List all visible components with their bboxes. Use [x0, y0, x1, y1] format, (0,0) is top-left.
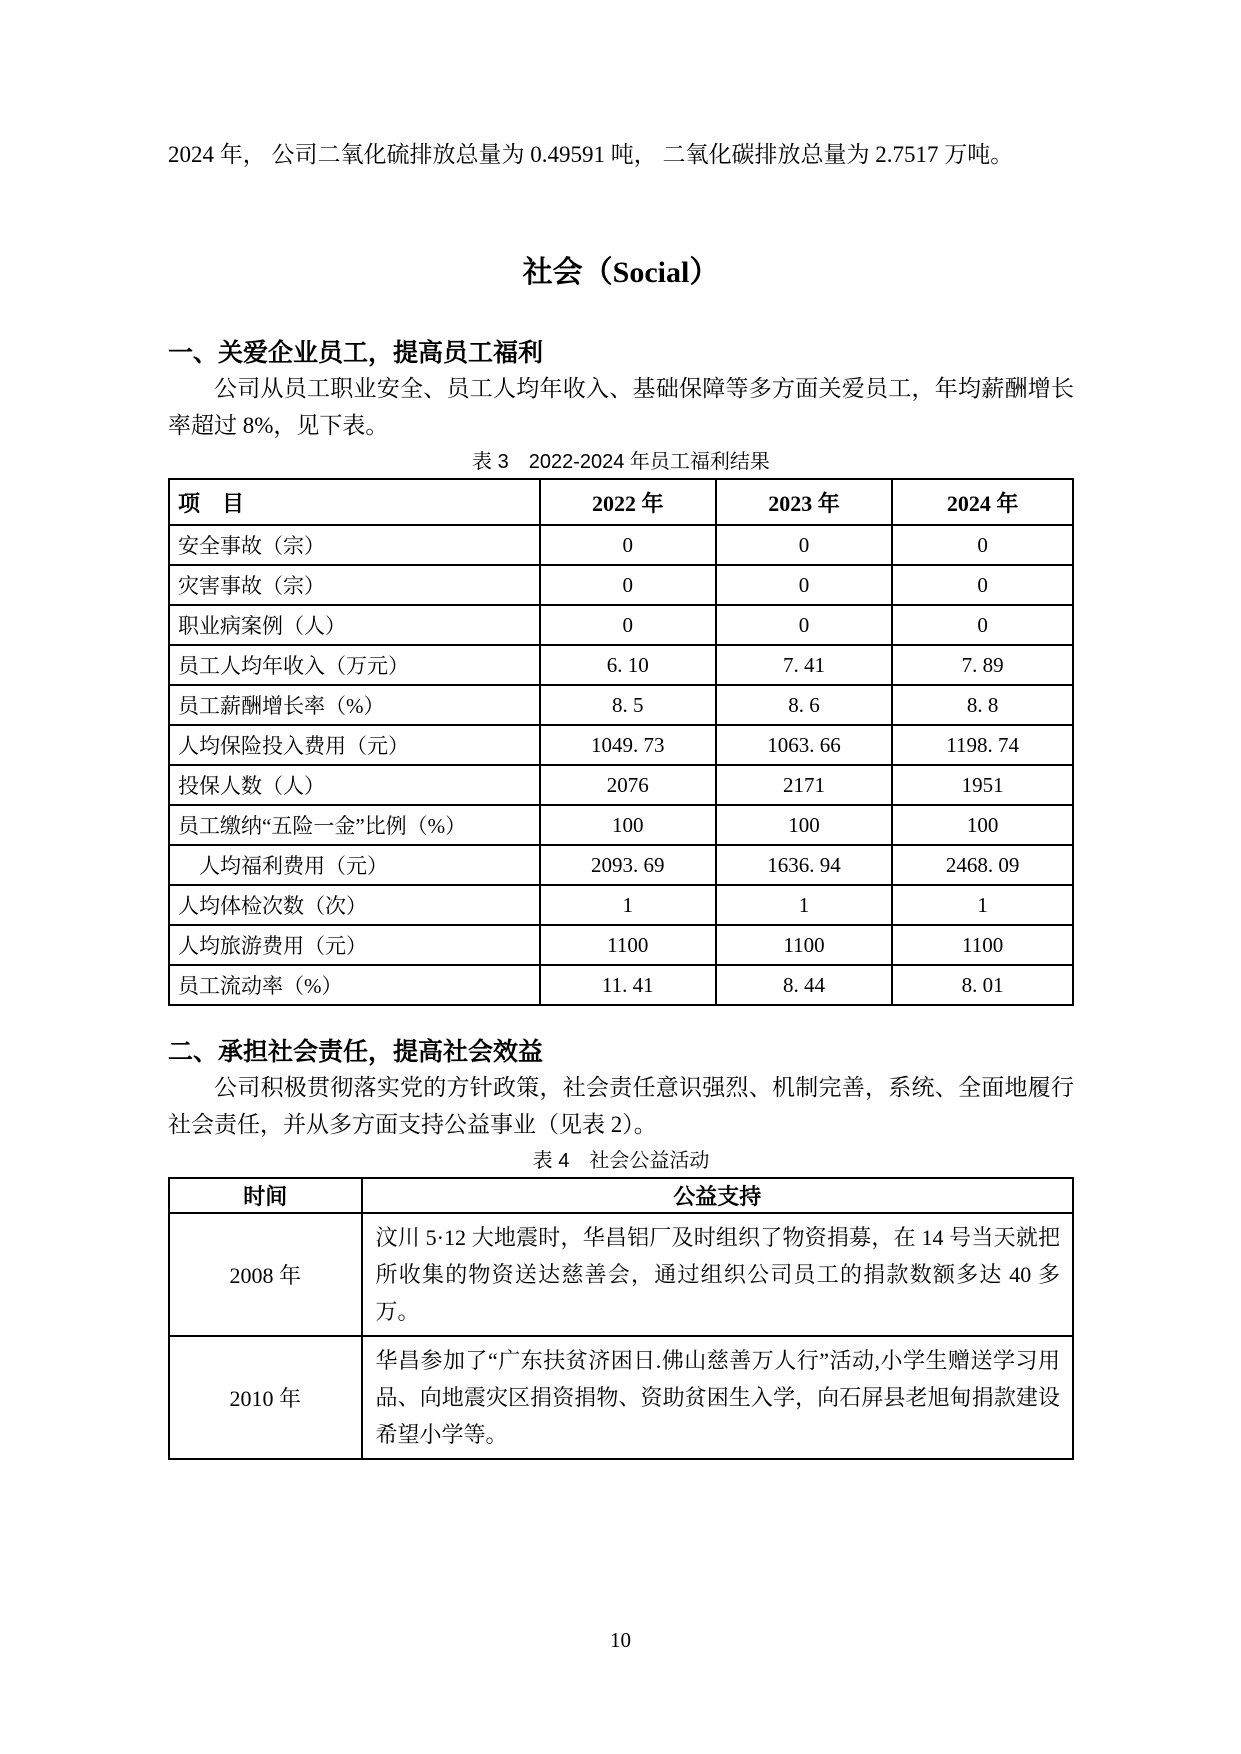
table-row [169, 965, 1073, 1005]
column-header-support: 公益支持 [362, 1178, 1073, 1213]
table-row [169, 1336, 1073, 1459]
table-row [169, 1213, 1073, 1336]
column-header-time: 时间 [169, 1178, 362, 1213]
section-1-heading: 一、关爱企业员工，提高员工福利 [168, 339, 544, 367]
cell-value: 8. 44 [716, 965, 892, 1005]
row-label: 投保人数（人） [169, 765, 540, 805]
cell-value: 0 [540, 525, 716, 565]
table-header-row [169, 479, 1073, 525]
section-2-paragraph: 公司积极贯彻落实党的方针政策，社会责任意识强烈、机制完善，系统、全面地履行社会责任，并从多方面支持公益事业（见表 2）。 [168, 1075, 1074, 1137]
row-label: 员工流动率（%） [169, 965, 540, 1005]
cell-value: 0 [716, 525, 892, 565]
column-header-2022: 2022 年 [540, 479, 716, 525]
cell-value: 1 [540, 885, 716, 925]
table-row [169, 525, 1073, 565]
table-row [169, 645, 1073, 685]
section-2-heading: 二、承担社会责任，提高社会效益 [168, 1038, 544, 1066]
table-row [169, 565, 1073, 605]
row-label: 安全事故（宗） [169, 525, 540, 565]
cell-value: 2076 [540, 765, 716, 805]
table-row [169, 765, 1073, 805]
table-row [169, 845, 1073, 885]
cell-value: 7. 41 [716, 645, 892, 685]
column-header-2024: 2024 年 [892, 479, 1073, 525]
cell-value: 1100 [892, 925, 1073, 965]
cell-value: 1 [892, 885, 1073, 925]
cell-value: 0 [892, 605, 1073, 645]
cell-value: 1198. 74 [892, 725, 1073, 765]
cell-value: 1049. 73 [540, 725, 716, 765]
row-label: 人均保险投入费用（元） [169, 725, 540, 765]
cell-value: 6. 10 [540, 645, 716, 685]
cell-value: 1100 [716, 925, 892, 965]
row-label: 员工人均年收入（万元） [169, 645, 540, 685]
table-row [169, 925, 1073, 965]
table-row [169, 605, 1073, 645]
table-row [169, 805, 1073, 845]
cell-value: 100 [716, 805, 892, 845]
section-1-paragraph: 公司从员工职业安全、员工人均年收入、基础保障等多方面关爱员工，年均薪酬增长率超过 8%，见下表。 [168, 376, 1074, 438]
table-3-caption: 表 3 2022-2024 年员工福利结果 [472, 451, 770, 473]
cell-value: 2171 [716, 765, 892, 805]
cell-value: 2468. 09 [892, 845, 1073, 885]
intro-paragraph: 2024 年， 公司二氧化硫排放总量为 0.49591 吨， 二氧化碳排放总量为 2.7517 万吨。 [168, 142, 1014, 167]
page-title: 社会（Social） [522, 256, 720, 289]
cell-value: 8. 5 [540, 685, 716, 725]
cell-value: 1100 [540, 925, 716, 965]
cell-value: 11. 41 [540, 965, 716, 1005]
cell-value: 0 [540, 605, 716, 645]
column-header-2023: 2023 年 [716, 479, 892, 525]
row-label: 人均体检次数（次） [169, 885, 540, 925]
row-description: 华昌参加了“广东扶贫济困日.佛山慈善万人行”活动,小学生赠送学习用品、向地震灾区捐资捐物、资助贫困生入学，向石屏县老旭甸捐款建设希望小学等。 [362, 1336, 1073, 1459]
table-row [169, 685, 1073, 725]
table-4-caption: 表 4 社会公益活动 [532, 1150, 710, 1172]
table-row [169, 725, 1073, 765]
cell-value: 0 [716, 565, 892, 605]
row-label: 员工薪酬增长率（%） [169, 685, 540, 725]
cell-value: 1951 [892, 765, 1073, 805]
cell-value: 7. 89 [892, 645, 1073, 685]
charity-activities-table [168, 1177, 1074, 1460]
cell-value: 0 [892, 525, 1073, 565]
cell-value: 1063. 66 [716, 725, 892, 765]
cell-value: 100 [540, 805, 716, 845]
cell-value: 0 [892, 565, 1073, 605]
cell-value: 8. 8 [892, 685, 1073, 725]
row-label: 员工缴纳“五险一金”比例（%） [169, 805, 540, 845]
row-label: 人均旅游费用（元） [169, 925, 540, 965]
table-row [169, 885, 1073, 925]
table-header-row [169, 1178, 1073, 1213]
cell-value: 2093. 69 [540, 845, 716, 885]
row-year: 2010 年 [169, 1336, 362, 1459]
cell-value: 100 [892, 805, 1073, 845]
cell-value: 1636. 94 [716, 845, 892, 885]
cell-value: 1 [716, 885, 892, 925]
row-label: 灾害事故（宗） [169, 565, 540, 605]
row-label: 人均福利费用（元） [169, 845, 540, 885]
cell-value: 8. 6 [716, 685, 892, 725]
page-number: 10 [610, 1628, 631, 1652]
employee-welfare-table [168, 478, 1074, 1006]
cell-value: 8. 01 [892, 965, 1073, 1005]
cell-value: 0 [716, 605, 892, 645]
cell-value: 0 [540, 565, 716, 605]
row-year: 2008 年 [169, 1213, 362, 1336]
row-label: 职业病案例（人） [169, 605, 540, 645]
column-header-item: 项 目 [169, 479, 540, 525]
row-description: 汶川 5·12 大地震时，华昌铝厂及时组织了物资捐募，在 14 号当天就把所收集的物资送达慈善会，通过组织公司员工的捐款数额多达 40 多万。 [362, 1213, 1073, 1336]
